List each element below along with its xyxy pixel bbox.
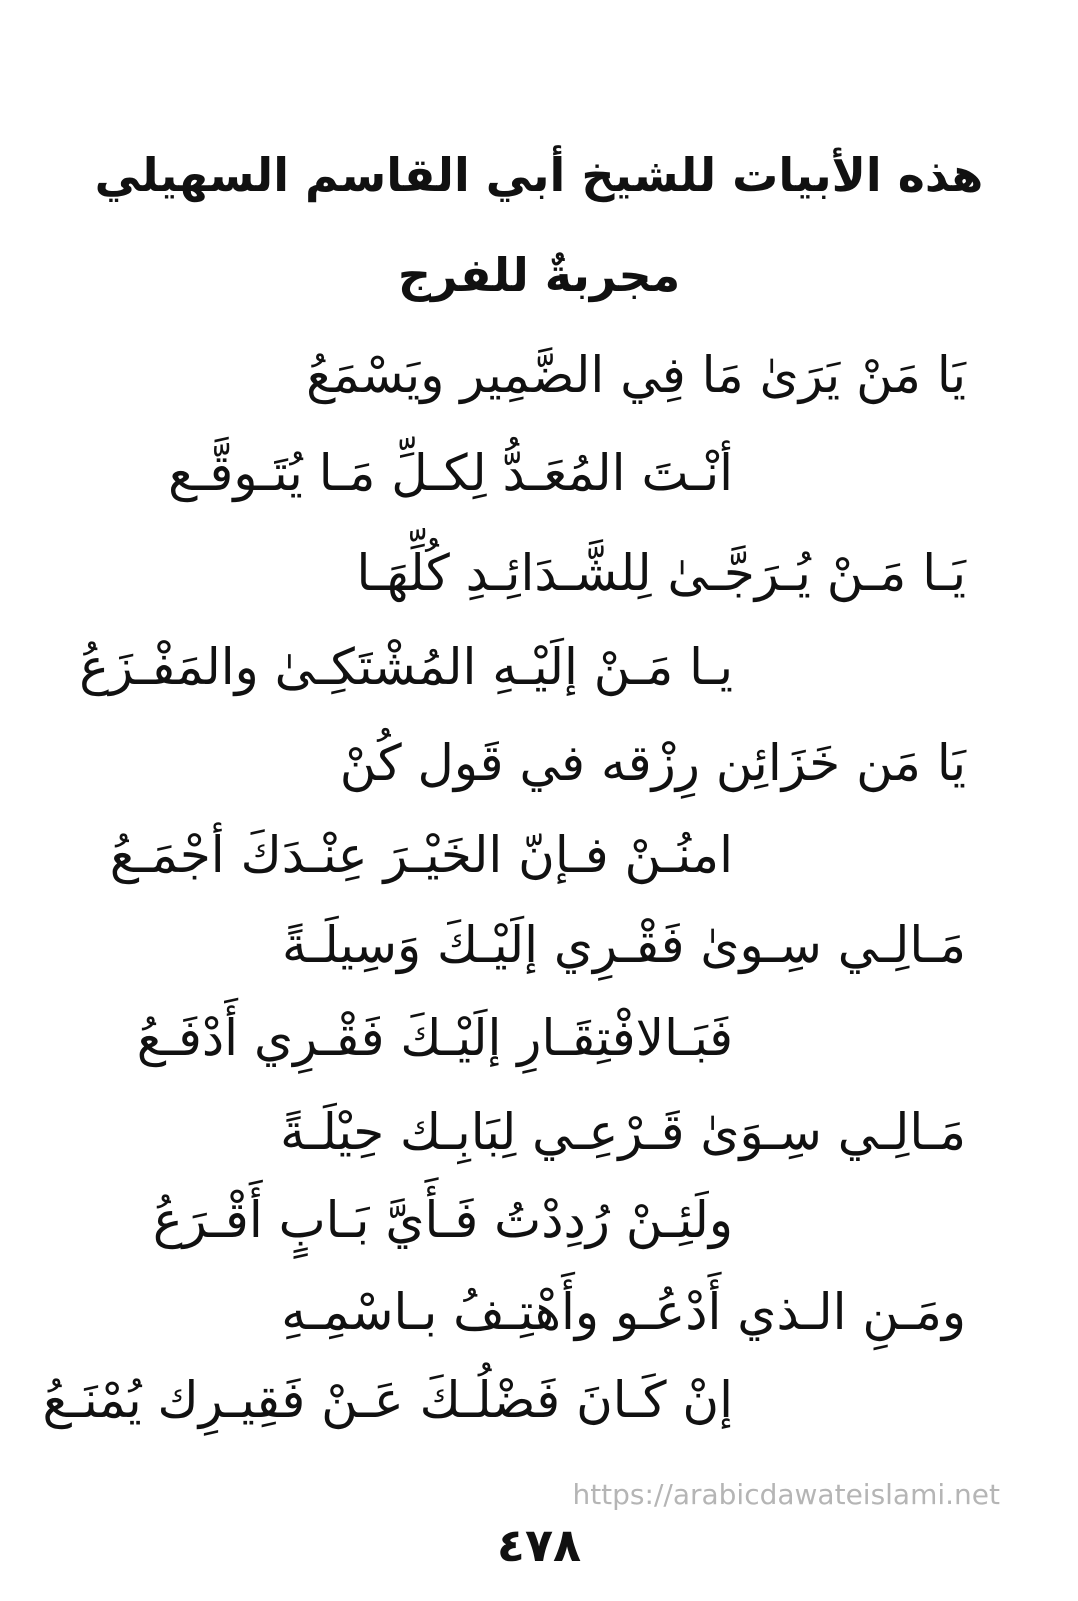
page-number: ٤٧٨ [496,1518,582,1572]
verse-line: يَـا مَـنْ يُـرَجَّـىٰ لِلشَّـدَائِـدِ كُلِّهَـا [356,544,966,602]
verse-line: ومَـنِ الـذي أَدْعُـو وأَهْتِـفُ بـاسْمِـهِ [281,1283,966,1341]
verse-line: فَبَـالافْتِقَـارِ إلَيْـكَ فَقْـرِي أَدْفَـعُ [136,1009,733,1067]
verse-line: ولَئِـنْ رُدِدْتُ فَـأَيَّ بَـابٍ أَقْـرَعُ [152,1191,733,1249]
verse-line: مَـالِـي سِـوىٰ فَقْـرِي إلَيْـكَ وَسِيلَـةً [281,916,966,974]
verse-line: إنْ كَـانَ فَضْلُـكَ عَـنْ فَقِيـرِك يُمْنَـعُ [42,1371,733,1429]
watermark-url: https://arabicdawateislami.net [572,1478,1000,1511]
verse-line: أنْـتَ المُعَـدُّ لِكـلِّ مَـا يُتَـوقَّـع [168,444,733,502]
verse-line: مَـالِـي سِـوَىٰ قَـرْعِـي لِبَابِـك حِيْلَـةً [280,1103,966,1161]
verse-line: يـا مَـنْ إلَيْـهِ المُشْتَكِـىٰ والمَفْـزَعُ [79,638,733,696]
verse-line: يَا مَنْ يَرَىٰ مَا فِي الضَّمِير ويَسْمَعُ [306,346,966,404]
verse-line: امنُـنْ فـإنّ الخَيْـرَ عِنْـدَكَ أجْمَـعُ [109,826,733,884]
page-subtitle: مجربةٌ للفرج [397,248,681,302]
verse-line: يَا مَن خَزَائِن رِزْقه في قَول كُنْ [339,734,966,792]
page-title: هذه الأبيات للشيخ أبي القاسم السهيلي [94,148,984,202]
